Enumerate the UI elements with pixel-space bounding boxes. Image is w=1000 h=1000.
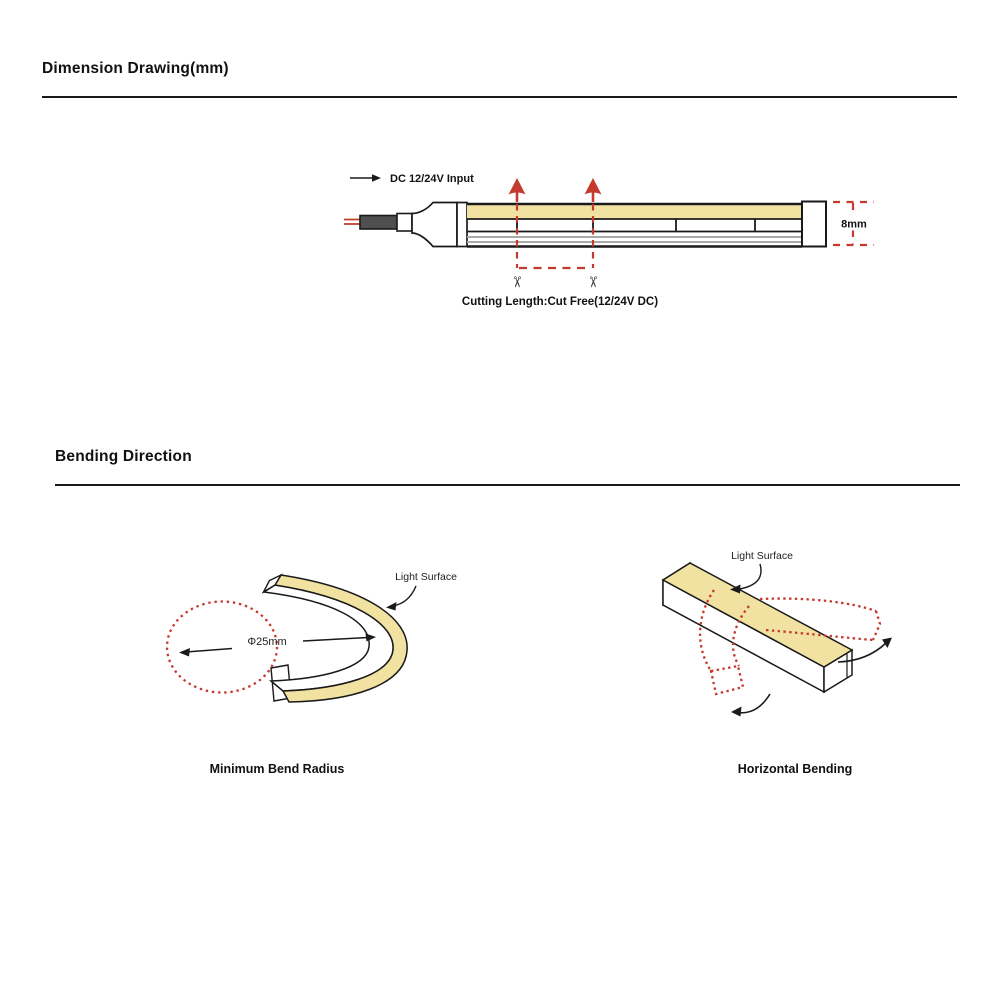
input-label: DC 12/24V Input: [390, 173, 474, 185]
connector-boot: [412, 203, 457, 247]
strip-body: [467, 202, 826, 247]
segment-ticks: [517, 219, 755, 232]
bend-arrow-left: [731, 694, 770, 717]
min-bend-caption: Minimum Bend Radius: [209, 762, 345, 776]
dimension-drawing: [330, 150, 890, 320]
light-surface-callout: [386, 571, 457, 611]
scissors-icon: ✂: [584, 275, 602, 289]
connector-front: [457, 203, 467, 247]
bending-title: Bending Direction: [55, 448, 192, 465]
arrow-left-icon: [731, 707, 742, 717]
horizontal-bending-caption: Horizontal Bending: [737, 762, 853, 776]
min-bend-diagram: [150, 545, 490, 735]
dimension-title: Dimension Drawing(mm): [42, 60, 229, 77]
cut-arrow-left: [509, 178, 526, 202]
diameter-label: Φ25mm: [247, 636, 287, 648]
arrow-left-icon: [179, 648, 190, 657]
bending-divider: [55, 484, 960, 486]
arrow-right-icon: [372, 174, 381, 182]
horizontal-bending-diagram: [630, 525, 960, 740]
scissors-icon: ✂: [508, 275, 526, 289]
dimension-divider: [42, 96, 957, 98]
dim-label: 8mm: [841, 218, 867, 231]
diameter-callout: [179, 634, 376, 657]
dc-input-callout: [350, 173, 474, 185]
cutting-length-label: Cutting Length:Cut Free(12/24V DC): [461, 296, 659, 308]
strip-bar: [663, 563, 852, 692]
light-surface-label: Light Surface: [395, 571, 457, 583]
arrow-up-right-icon: [882, 638, 892, 649]
strip-connector: [344, 203, 467, 247]
connector-neck: [397, 214, 412, 232]
cut-arrow-right: [585, 178, 602, 202]
light-surface-label: Light Surface: [731, 550, 793, 562]
height-dimension: [833, 202, 874, 245]
light-surface-callout: [730, 550, 793, 594]
cut-markers: [508, 178, 602, 288]
arrow-left-icon: [386, 602, 397, 611]
end-cap: [802, 202, 826, 247]
wire-sheath: [360, 216, 397, 230]
